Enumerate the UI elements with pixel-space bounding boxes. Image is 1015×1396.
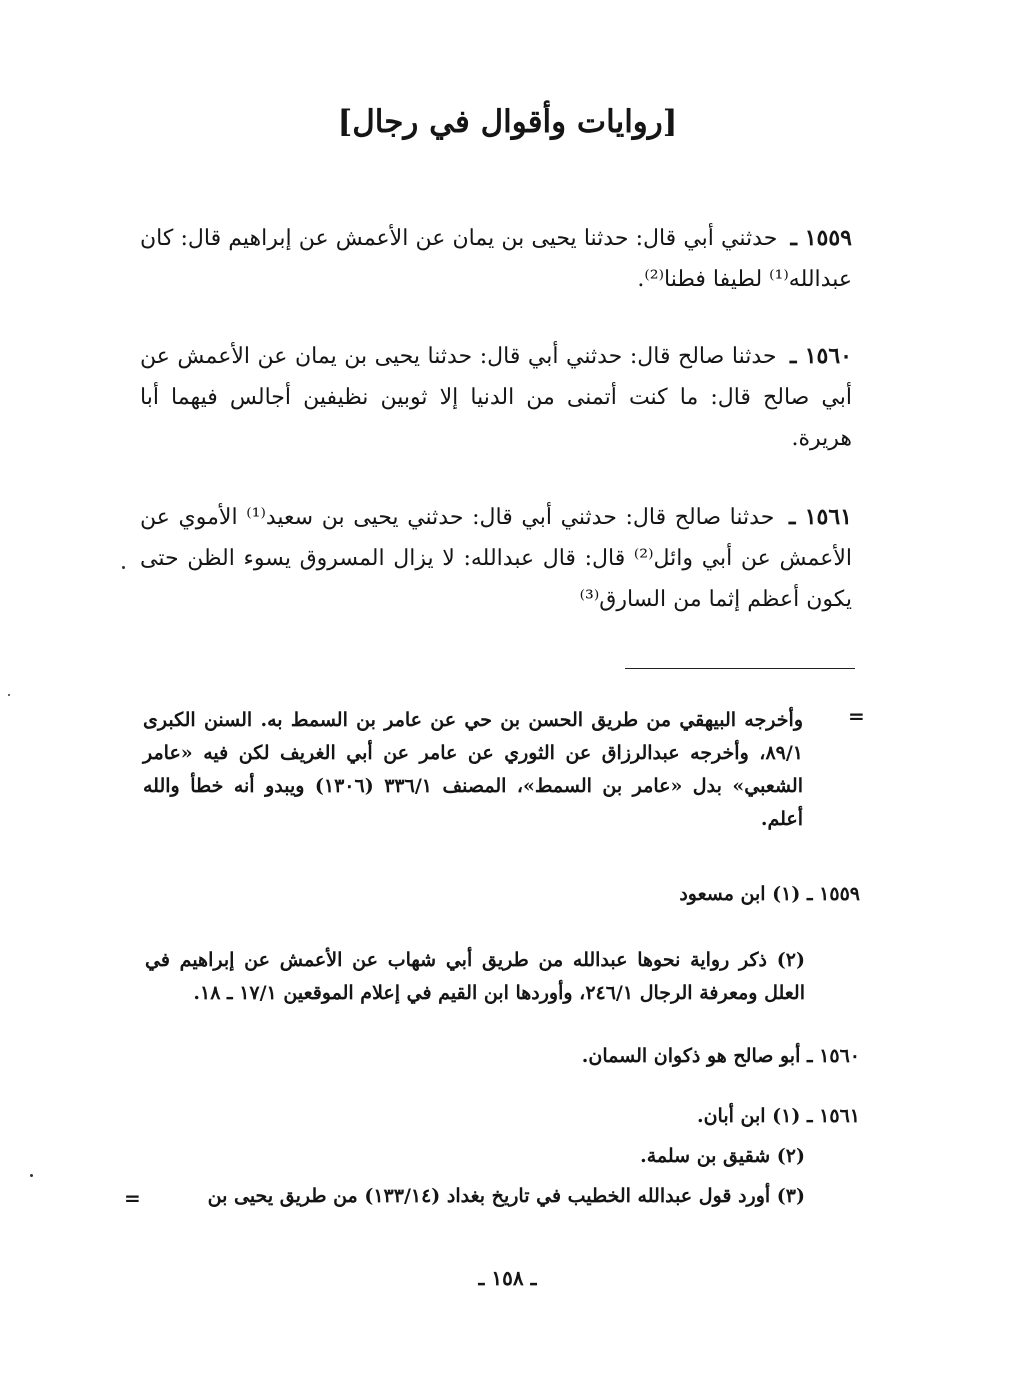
section-title: [روايات وأقوال في رجال] <box>337 104 678 140</box>
narration-entry-1559 <box>140 218 852 300</box>
continuation-mark: = <box>124 1186 141 1210</box>
scan-speck <box>122 566 125 569</box>
footnote-1561-2: (٢) شقيق بن سلمة. <box>640 1145 805 1167</box>
page-number: ـ ١٥٨ ـ <box>478 1266 537 1290</box>
narration-entry-1561 <box>140 497 852 620</box>
entry-number: ١٥٦٠ ـ <box>790 343 852 369</box>
entry-text: حدثنا صالح قال: حدثني أبي قال: حدثني يحيى بن سعيد⁽¹⁾ الأموي عن الأعمش عن أبي وائل⁽²⁾ قال: قال عبدالله: لا يزال المسروق يسوء الظن حتى يكون أعظم إثما من السارق⁽³⁾ <box>140 505 852 612</box>
footnote-1559-1: ١٥٥٩ ـ (١) ابن مسعود <box>679 883 860 905</box>
continuation-mark: = <box>848 704 865 728</box>
scan-speck <box>30 1174 33 1177</box>
entry-number: ١٥٦١ ـ <box>788 504 852 530</box>
footnote-1561-1: ١٥٦١ ـ (١) ابن أبان. <box>696 1105 860 1127</box>
footnote-continuation: وأخرجه البيهقي من طريق الحسن بن حي عن عامر بن السمط به. السنن الكبرى ٨٩/١، وأخرجه عبدالرزاق عن الثوري عن عامر عن أبي الغريف لكن فيه «عامر الشعبي» بدل «عامر بن السمط»، المصنف ٣٣٦/١ (١٣٠٦) ويبدو أنه خطأ والله أعلم. <box>143 709 803 830</box>
footnote-1559-2: (٢) ذكر رواية نحوها عبدالله من طريق أبي شهاب عن الأعمش عن إبراهيم في العلل ومعرفة الرجال ٢٤٦/١، وأوردها ابن القيم في إعلام الموقعين ١٧/١ ـ ١٨. <box>145 949 805 1004</box>
footnote-1560: ١٥٦٠ ـ أبو صالح هو ذكوان السمان. <box>581 1045 860 1067</box>
footnote-separator <box>625 668 855 669</box>
entry-number: ١٥٥٩ ـ <box>790 225 852 251</box>
scan-speck <box>8 694 10 696</box>
entry-text: حدثني أبي قال: حدثنا يحيى بن يمان عن الأعمش عن إبراهيم قال: كان عبدالله⁽¹⁾ لطيفا فطنا⁽²⁾. <box>140 226 852 292</box>
entry-text: حدثنا صالح قال: حدثني أبي قال: حدثنا يحيى بن يمان عن الأعمش عن أبي صالح قال: ما كنت أتمنى من الدنيا إلا ثوبين نظيفين أجالس فيهما أبا هريرة. <box>140 344 852 451</box>
narration-entry-1560 <box>140 336 852 459</box>
footnote-1561-3: (٣) أورد قول عبدالله الخطيب في تاريخ بغداد (١٣٣/١٤) من طريق يحيى بن <box>207 1185 805 1207</box>
